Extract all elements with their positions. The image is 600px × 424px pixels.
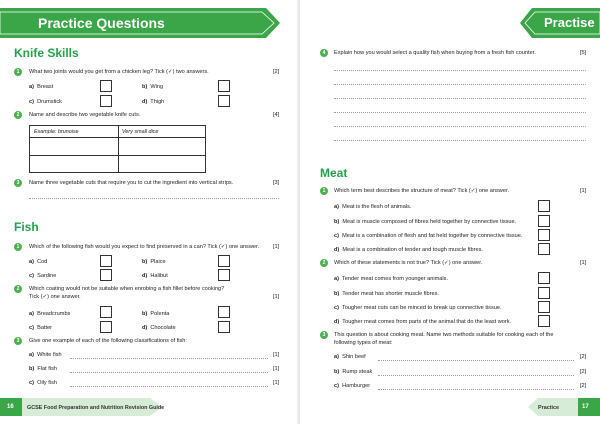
option-label: b) Plaice [142,259,166,265]
answer-checkbox[interactable] [218,269,230,281]
option-label: a) Tender meat comes from younger animals. [334,276,449,282]
item-label: a) Shin beef [334,354,366,360]
answer-line[interactable] [334,70,586,71]
answer-checkbox[interactable] [538,200,550,212]
answer-checkbox[interactable] [100,321,112,333]
question-number: 1 [320,187,328,195]
marks-label: [2] [273,69,280,75]
section-label: Practise [544,15,595,30]
marks-label: [1] [273,366,280,372]
option-label: d) Thigh [142,99,165,105]
answer-line[interactable] [70,358,268,359]
page-title: Practice Questions [38,15,165,31]
option-label: d) Tougher meat comes from parts of the animal that do the least work. [334,319,512,325]
table-cell: Example: brunoise [34,129,79,135]
answer-checkbox[interactable] [218,80,230,92]
question-text: Give one example of each of the following classifications of fish: [29,338,187,344]
page-number: 17 [582,404,589,410]
question-text: Explain how you would select a quality fish when buying from a fresh fish counter. [334,50,536,56]
question-text: What two joints would you get from a chicken leg? Tick (✓) two answers. [29,69,209,75]
option-label: a) Cod [29,259,48,265]
option-label: b) Tender meat has shorter muscle fibres. [334,291,439,297]
answer-line[interactable] [334,84,586,85]
knife-cuts-table [29,125,206,173]
answer-checkbox[interactable] [100,95,112,107]
table-cell: Very small dice [122,129,159,135]
answer-line[interactable] [378,389,574,390]
right-page [300,0,600,424]
marks-label: [4] [273,112,280,118]
option-label: c) Meat is a combination of flesh and fat held together by connective tissue. [334,233,523,239]
marks-label: [1] [273,352,280,358]
option-label: b) Meat is muscle composed of fibres held together by connective tissue. [334,219,517,225]
option-label: c) Drumstick [29,99,62,105]
answer-line[interactable] [334,126,586,127]
option-label: c) Batter [29,325,53,331]
option-label: b) Wing [142,84,164,90]
item-label: a) White fish [29,352,62,358]
marks-label: [5] [580,50,587,56]
question-number: 3 [320,331,328,339]
book-title: GCSE Food Preparation and Nutrition Revision Guide [27,405,165,411]
answer-checkbox[interactable] [538,287,550,299]
answer-line[interactable] [29,198,279,199]
marks-label: [1] [273,294,280,300]
question-text: Name three vegetable cuts that require you to cut the ingredient into vertical strips. [29,180,234,186]
option-label: c) Tougher meat cuts can be minced to break up connective tissue. [334,305,502,311]
answer-line[interactable] [378,375,574,376]
item-label: b) Flat fish [29,366,57,372]
marks-label: [1] [273,380,280,386]
answer-checkbox[interactable] [218,306,230,318]
answer-checkbox[interactable] [100,80,112,92]
question-number: 2 [14,111,22,119]
answer-line[interactable] [334,112,586,113]
question-number: 1 [14,68,22,76]
section-title-knife-skills: Knife Skills [14,46,79,60]
marks-label: [2] [580,369,587,375]
answer-checkbox[interactable] [100,255,112,267]
question-number: 3 [14,337,22,345]
answer-line[interactable] [334,140,586,141]
section-title-fish: Fish [14,220,39,234]
question-text: Which term best describes the structure of meat? Tick (✓) one answer. [334,188,510,194]
question-number: 4 [320,49,328,57]
option-label: a) Breast [29,84,54,90]
answer-checkbox[interactable] [100,306,112,318]
option-label: a) Breadcrumbs [29,311,71,317]
question-text-continued: Tick (✓) one answer. [29,294,81,300]
option-label: b) Polenta [142,311,170,317]
answer-line[interactable] [70,386,268,387]
answer-checkbox[interactable] [538,301,550,313]
question-number: 2 [14,285,22,293]
answer-checkbox[interactable] [538,215,550,227]
marks-label: [1] [580,260,587,266]
question-text: Which coating would not be suitable when enrobing a fish fillet before cooking? [29,286,225,292]
answer-checkbox[interactable] [100,269,112,281]
question-number: 3 [14,179,22,187]
question-number: 1 [14,243,22,251]
option-label: d) Chocolate [142,325,176,331]
answer-checkbox[interactable] [538,229,550,241]
marks-label: [2] [580,354,587,360]
answer-checkbox[interactable] [538,272,550,284]
answer-line[interactable] [70,372,268,373]
question-text: Name and describe two vegetable knife cuts. [29,112,141,118]
page-number: 16 [7,404,14,410]
item-label: b) Rump steak [334,369,373,375]
answer-line[interactable] [334,98,586,99]
question-text: Which of the following fish would you expect to find preserved in a can? Tick (✓) one answer. [29,244,260,250]
answer-checkbox[interactable] [218,321,230,333]
item-label: c) Oily fish [29,380,57,386]
marks-label: [2] [580,383,587,389]
option-label: c) Sardine [29,273,57,279]
question-number: 2 [320,259,328,267]
question-text: Which of these statements is not true? Tick (✓) one answer. [334,260,483,266]
question-text-continued: following types of meat: [334,340,393,346]
section-title-meat: Meat [320,166,348,180]
answer-checkbox[interactable] [218,255,230,267]
question-text: This question is about cooking meat. Name two methods suitable for cooking each of the [334,332,554,338]
marks-label: [3] [273,180,280,186]
answer-checkbox[interactable] [218,95,230,107]
answer-line[interactable] [378,360,574,361]
answer-checkbox[interactable] [538,243,550,255]
option-label: d) Meat is a combination of tender and tough muscle fibres. [334,247,483,253]
option-label: a) Meat is the flesh of animals. [334,204,412,210]
section-footer-label: Practice [538,405,559,411]
marks-label: [1] [273,244,280,250]
item-label: c) Hamburger [334,383,371,389]
marks-label: [1] [580,188,587,194]
option-label: d) Halibut [142,273,168,279]
answer-checkbox[interactable] [538,315,550,327]
